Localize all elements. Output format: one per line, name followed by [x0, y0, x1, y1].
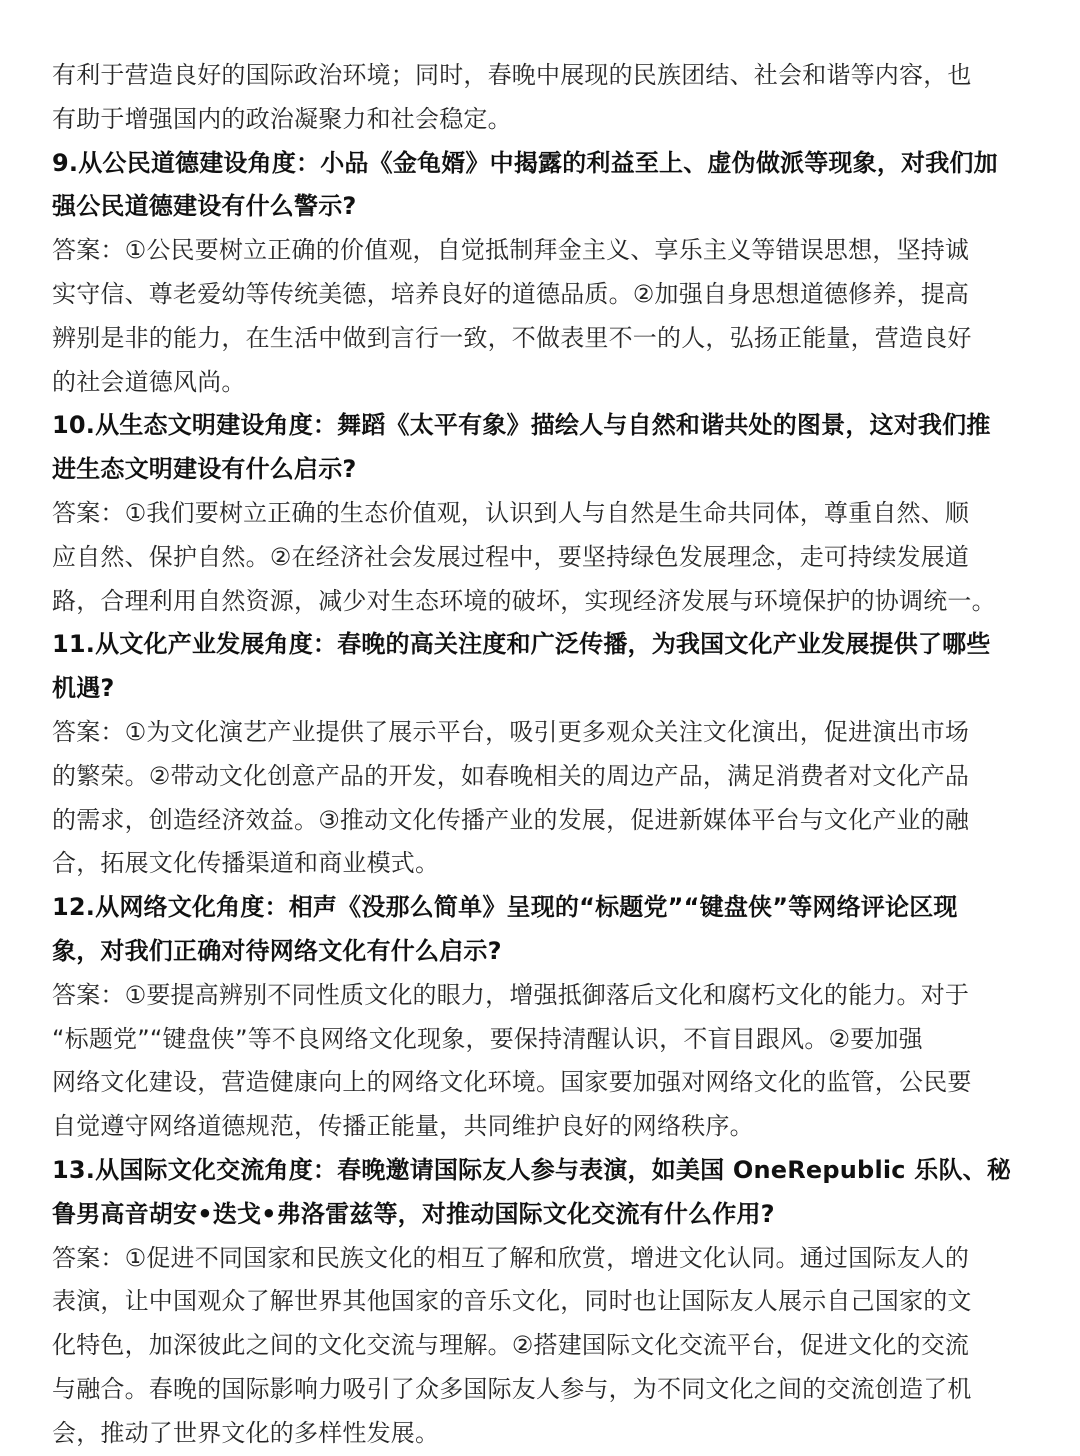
question-line: 9.从公民道德建设角度：小品《金龟婿》中揭露的利益至上、虚伪做派等现象，对我们加	[52, 148, 998, 177]
question-line: 12.从网络文化角度：相声《没那么简单》呈现的“标题党”“键盘侠”等网络评论区现	[52, 893, 958, 922]
answer-line: 会，推动了世界文化的多样性发展。	[52, 1418, 440, 1447]
answer-line: 答案：①我们要树立正确的生态价值观，认识到人与自然是生命共同体，尊重自然、顺	[52, 498, 970, 527]
answer-line: 网络文化建设，营造健康向上的网络文化环境。国家要加强对网络文化的监管，公民要	[52, 1068, 972, 1097]
answer-line: 辨别是非的能力，在生活中做到言行一致，不做表里不一的人，弘扬正能量，营造良好	[52, 323, 972, 352]
answer-line: 路，合理利用自然资源，减少对生态环境的破坏，实现经济发展与环境保护的协调统一。	[52, 586, 996, 615]
question-line: 机遇?	[52, 674, 115, 703]
question-line: 强公民道德建设有什么警示?	[52, 192, 357, 221]
question-line: 进生态文明建设有什么启示?	[52, 455, 357, 484]
answer-line: 表演，让中国观众了解世界其他国家的音乐文化，同时也让国际友人展示自己国家的文	[52, 1287, 972, 1316]
answer-line: 化特色，加深彼此之间的文化交流与理解。②搭建国际文化交流平台，促进文化的交流	[52, 1331, 970, 1360]
answer-line: 答案：①促进不同国家和民族文化的相互了解和欣赏，增进文化认同。通过国际友人的	[52, 1243, 970, 1272]
question-line: 鲁男高音胡安•迭戈•弗洛雷兹等，对推动国际文化交流有什么作用?	[52, 1199, 775, 1228]
answer-line: 与融合。春晚的国际影响力吸引了众多国际友人参与，为不同文化之间的交流创造了机	[52, 1374, 972, 1403]
answer-line: 应自然、保护自然。②在经济社会发展过程中，要坚持绿色发展理念，走可持续发展道	[52, 542, 970, 571]
answer-line: 的需求，创造经济效益。③推动文化传播产业的发展，促进新媒体平台与文化产业的融	[52, 805, 970, 834]
question-line: 10.从生态文明建设角度：舞蹈《太平有象》描绘人与自然和谐共处的图景，这对我们推	[52, 411, 991, 440]
document-body	[52, 54, 1032, 1456]
question-line: 象，对我们正确对待网络文化有什么启示?	[52, 936, 502, 965]
answer-line: 有助于增强国内的政治凝聚力和社会稳定。	[52, 104, 512, 133]
answer-line: 有利于营造良好的国际政治环境；同时，春晚中展现的民族团结、社会和谐等内容，也	[52, 61, 972, 89]
answer-line: “标题党”“键盘侠”等不良网络文化现象，要保持清醒认识，不盲目跟风。②要加强	[52, 1024, 923, 1053]
answer-line: 答案：①公民要树立正确的价值观，自觉抵制拜金主义、享乐主义等错误思想，坚持诚	[52, 236, 970, 265]
answer-line: 答案：①为文化演艺产业提供了展示平台，吸引更多观众关注文化演出，促进演出市场	[52, 717, 970, 746]
question-line: 11.从文化产业发展角度：春晚的高关注度和广泛传播，为我国文化产业发展提供了哪些	[52, 630, 991, 659]
answer-line: 的社会道德风尚。	[52, 367, 246, 396]
answer-line: 合，拓展文化传播渠道和商业模式。	[52, 849, 440, 878]
answer-line: 的繁荣。②带动文化创意产品的开发，如春晚相关的周边产品，满足消费者对文化产品	[52, 761, 970, 790]
answer-line: 实守信、尊老爱幼等传统美德，培养良好的道德品质。②加强自身思想道德修养，提高	[52, 279, 970, 308]
answer-line: 自觉遵守网络道德规范，传播正能量，共同维护良好的网络秩序。	[52, 1112, 754, 1141]
answer-line: 答案：①要提高辨别不同性质文化的眼力，增强抵御落后文化和腐朽文化的能力。对于	[52, 980, 970, 1009]
question-line: 13.从国际文化交流角度：春晚邀请国际友人参与表演，如美国 OneRepublic 乐队、秘	[52, 1155, 1012, 1184]
